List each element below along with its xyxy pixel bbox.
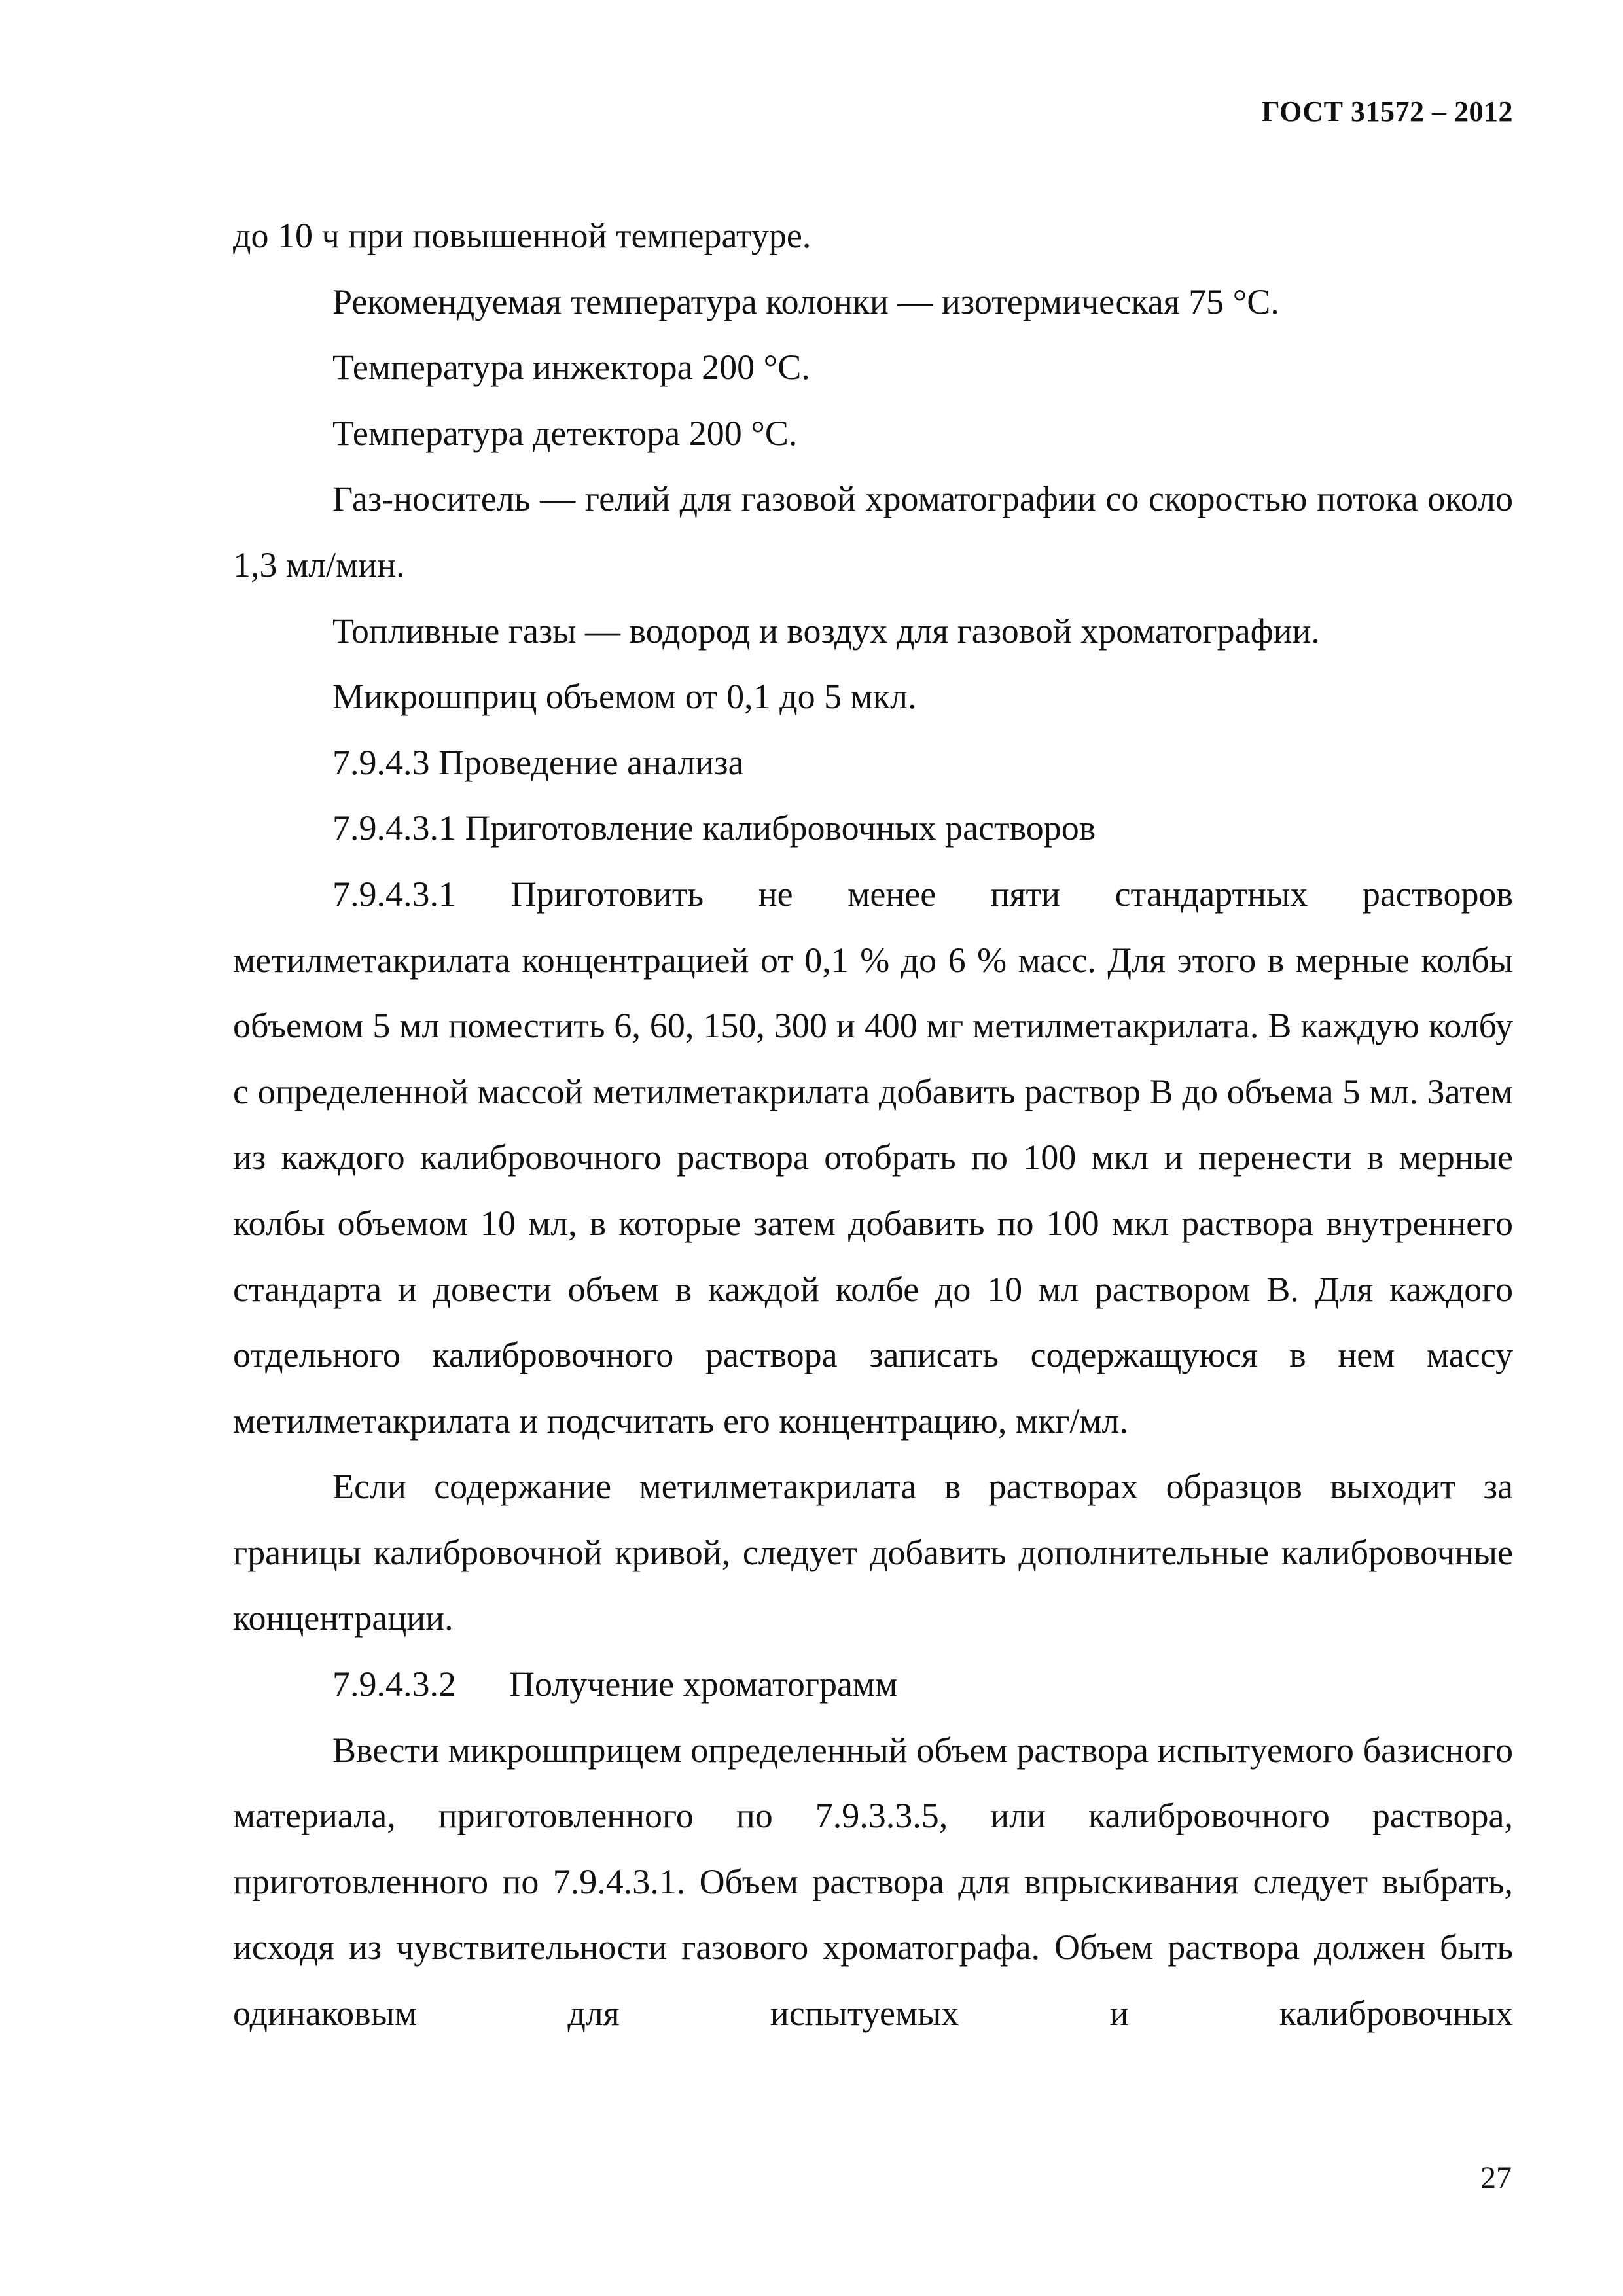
paragraph-continuation: до 10 ч при повышенной температуре. bbox=[233, 216, 812, 255]
paragraph-carrier-gas: Газ-носитель — гелий для газовой хроматографии со скоростью потока около 1,3 мл/мин. bbox=[233, 479, 1513, 584]
paragraph-injection: Ввести микрошприцем определенный объем раствора испытуемого базисного материала, приготовленного по 7.9.3.3.5, или калибровочного раствора, приготовленного по 7.9.4.3.1. Объем раствора для впрыскивания следует выбрать, исходя из чувствительности газового хроматографа. Объем раствора должен быть одинаковым для испытуемых и калибровочных bbox=[233, 1730, 1513, 2034]
paragraph-fuel-gases: Топливные газы — водород и воздух для газовой хроматографии. bbox=[332, 611, 1320, 651]
section-heading-analysis: 7.9.4.3 Проведение анализа bbox=[332, 742, 744, 782]
paragraph-detector-temperature: Температура детектора 200 °С. bbox=[332, 413, 798, 453]
paragraph-calibration-range: Если содержание метилметакрилата в растворах образцов выходит за границы калибровочной кривой, следует добавить дополнительные калибровочные концентрации. bbox=[233, 1467, 1513, 1638]
body-text bbox=[233, 203, 1513, 2047]
paragraph-microsyringe: Микрошприц объемом от 0,1 до 5 мкл. bbox=[332, 677, 917, 717]
paragraph-calibration-procedure: 7.9.4.3.1 Приготовить не менее пяти стандартных растворов метилметакрилата концентрацией от 0,1 % до 6 % масс. Для этого в мерные колбы объемом 5 мл поместить 6, 60, 150, 300 и 400 мг метилметакрилата. В каждую колбу с определенной массой метилметакрилата добавить раствор В до объема 5 мл. Затем из каждого калибровочного раствора отобрать по 100 мкл и перенести в мерные колбы объемом 10 мл, в которые затем добавить по 100 мкл раствора внутреннего стандарта и довести объем в каждой колбе до 10 мл раствором В. Для каждого отдельного калибровочного раствора записать содержащуюся в нем массу метилметакрилата и подсчитать его концентрацию, мкг/мл. bbox=[233, 874, 1513, 1441]
section-heading-chromatograms: 7.9.4.3.2 Получение хроматограмм bbox=[332, 1664, 898, 1704]
standard-header: ГОСТ 31572 – 2012 bbox=[1261, 96, 1513, 128]
paragraph-injector-temperature: Температура инжектора 200 °С. bbox=[332, 348, 810, 387]
section-heading-calibration: 7.9.4.3.1 Приготовление калибровочных растворов bbox=[332, 808, 1096, 848]
paragraph-column-temperature: Рекомендуемая температура колонки — изотермическая 75 °С. bbox=[332, 281, 1279, 321]
page-number: 27 bbox=[1480, 2161, 1512, 2195]
